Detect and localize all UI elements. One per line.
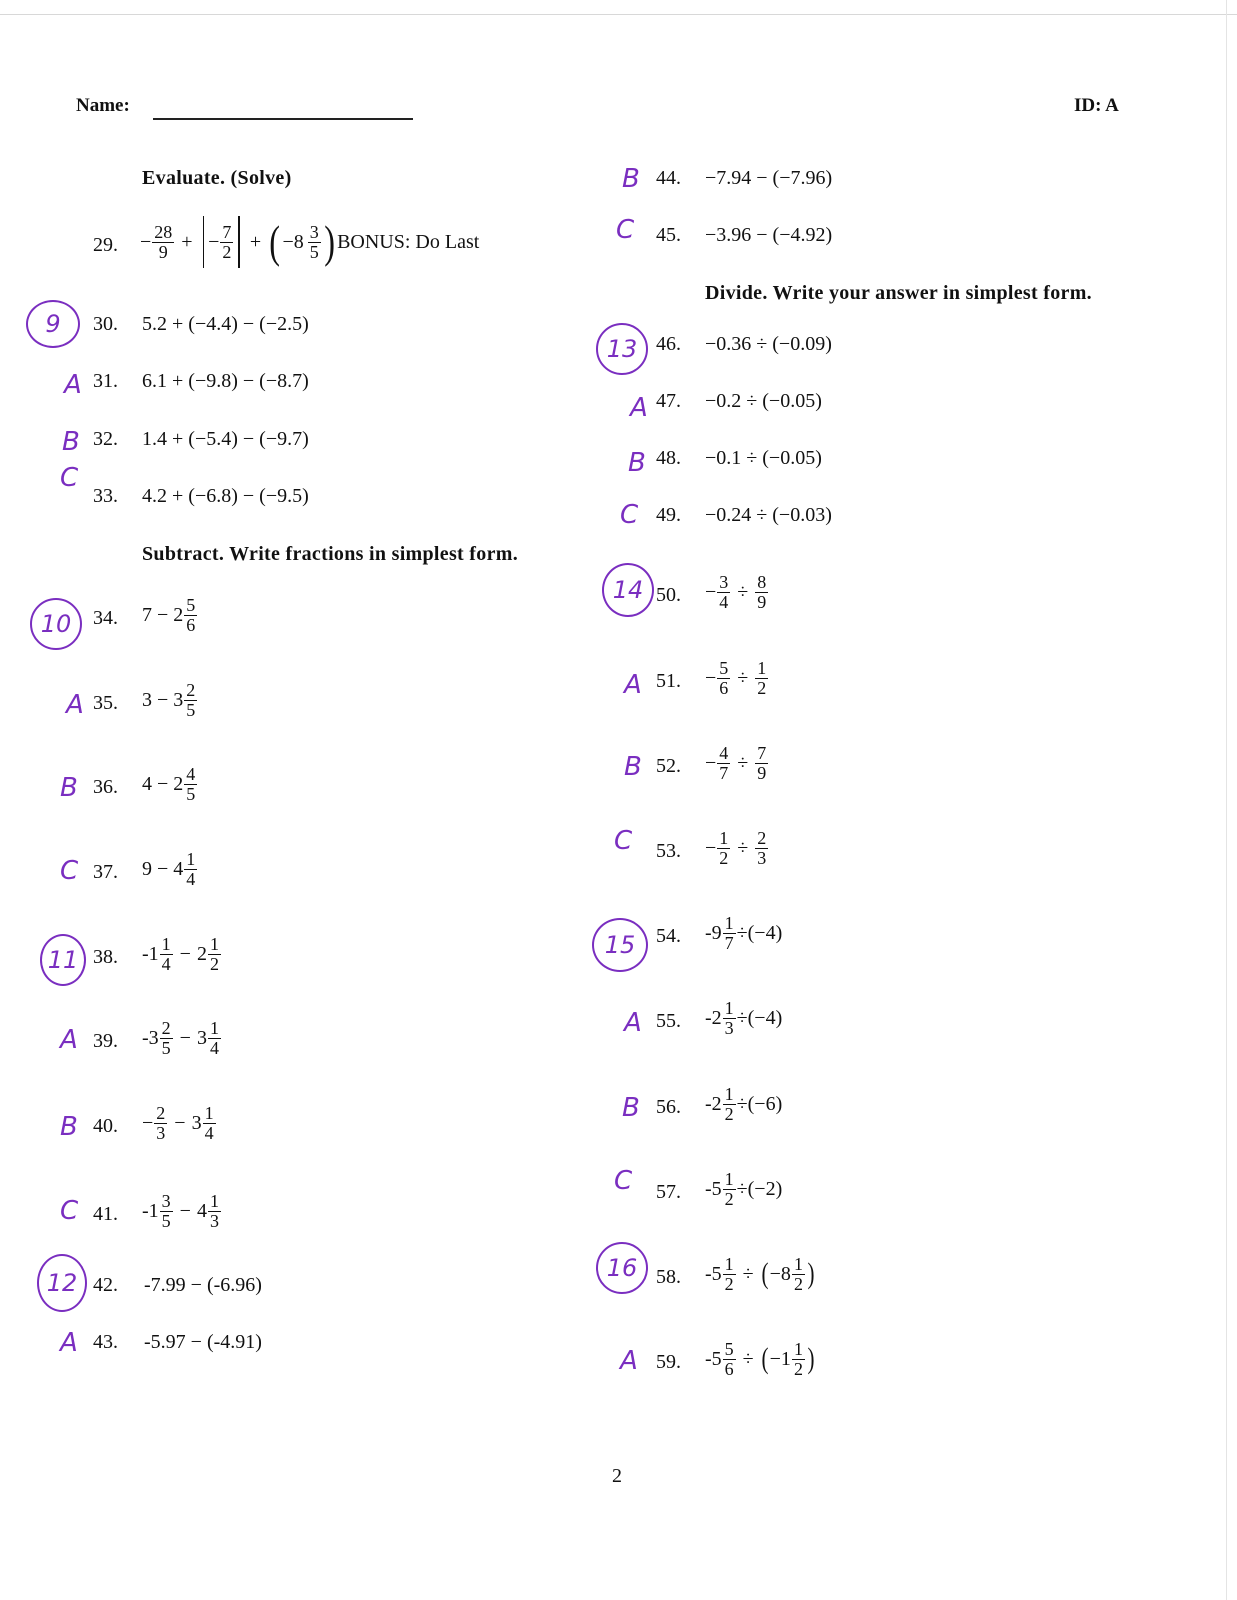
handwritten-answer-B: B — [60, 1112, 78, 1142]
problem-number: 45. — [656, 224, 681, 246]
problem-number: 46. — [656, 333, 681, 355]
problem-number: 29. — [93, 234, 118, 256]
problem-number: 57. — [656, 1181, 681, 1203]
problem-number: 56. — [656, 1096, 681, 1118]
problem-number: 40. — [93, 1115, 118, 1137]
handwritten-circled-12: 12 — [37, 1254, 87, 1312]
handwritten-answer-B: B — [622, 1093, 640, 1123]
problem-44-expression: −7.94 − (−7.96) — [705, 167, 833, 189]
handwritten-answer-A: A — [624, 1008, 642, 1038]
problem-56-expression: -2 $\frac{1}{2}$ ÷(−6) — [705, 1084, 783, 1124]
problem-42-expression: -7.99 − (-6.96) — [144, 1274, 262, 1296]
problem-number: 55. — [656, 1010, 681, 1032]
scan-edge-line — [1226, 0, 1227, 1600]
handwritten-answer-B: B — [624, 752, 642, 782]
problem-number: 30. — [93, 313, 118, 335]
handwritten-circled-13: 13 — [596, 323, 648, 375]
problem-32-expression: 1.4 + (−5.4) − (−9.7) — [142, 428, 309, 450]
problem-number: 39. — [93, 1030, 118, 1052]
problem-36-expression: 4 − 2 $\frac{4}{5}$ — [142, 764, 196, 804]
problem-34-expression: 7 − 2 $\frac{5}{6}$ — [142, 595, 196, 635]
handwritten-answer-C: C — [620, 500, 639, 530]
handwritten-answer-C: C — [614, 826, 633, 856]
handwritten-answer-C: C — [60, 1196, 79, 1226]
problem-number: 33. — [93, 485, 118, 507]
problem-number: 49. — [656, 504, 681, 526]
problem-53-expression: − $\frac{1}{2}$ ÷ $\frac{2}{3}$ — [705, 828, 767, 868]
problem-55-expression: -2 $\frac{1}{3}$ ÷(−4) — [705, 998, 783, 1038]
problem-49-expression: −0.24 ÷ (−0.03) — [705, 504, 832, 526]
problem-35-expression: 3 − 3 $\frac{2}{5}$ — [142, 680, 196, 720]
problem-number: 52. — [656, 755, 681, 777]
problem-39-expression: -3 $\frac{2}{5}$ − 3 $\frac{1}{4}$ — [142, 1018, 219, 1058]
handwritten-answer-A: A — [624, 670, 642, 700]
problem-48-expression: −0.1 ÷ (−0.05) — [705, 447, 822, 469]
name-blank-line — [153, 118, 413, 120]
problem-number: 48. — [656, 447, 681, 469]
problem-31-expression: 6.1 + (−9.8) − (−8.7) — [142, 370, 309, 392]
problem-38-expression: -1 $\frac{1}{4}$ − 2 $\frac{1}{2}$ — [142, 934, 219, 974]
bonus-note: BONUS: Do Last — [337, 230, 480, 253]
handwritten-answer-A: A — [620, 1346, 638, 1376]
problem-number: 34. — [93, 607, 118, 629]
handwritten-answer-B: B — [60, 773, 78, 803]
problem-number: 50. — [656, 584, 681, 606]
scan-border-line — [0, 14, 1237, 15]
problem-52-expression: − $\frac{4}{7}$ ÷ $\frac{7}{9}$ — [705, 743, 767, 783]
handwritten-circled-11: 11 — [40, 934, 86, 986]
handwritten-circled-10: 10 — [30, 598, 82, 650]
problem-number: 41. — [93, 1203, 118, 1225]
problem-58-expression: -5 $\frac{1}{2}$ ÷ ( −8 $\frac{1}{2}$ ) — [705, 1254, 815, 1294]
handwritten-answer-B: B — [62, 427, 80, 457]
problem-41-expression: -1 $\frac{3}{5}$ − 4 $\frac{1}{3}$ — [142, 1191, 219, 1231]
problem-number: 42. — [93, 1274, 118, 1296]
problem-number: 38. — [93, 946, 118, 968]
problem-37-expression: 9 − 4 $\frac{1}{4}$ — [142, 849, 196, 889]
problem-number: 37. — [93, 861, 118, 883]
handwritten-answer-C: C — [616, 215, 635, 245]
handwritten-circled-16: 16 — [596, 1242, 648, 1294]
problem-number: 58. — [656, 1266, 681, 1288]
problem-number: 35. — [93, 692, 118, 714]
problem-number: 51. — [656, 670, 681, 692]
problem-59-expression: -5 $\frac{5}{6}$ ÷ ( −1 $\frac{1}{2}$ ) — [705, 1339, 815, 1379]
handwritten-answer-B: B — [628, 448, 646, 478]
problem-45-expression: −3.96 − (−4.92) — [705, 224, 833, 246]
name-label: Name: — [76, 95, 130, 116]
problem-29-expression: − $\frac{28}{9}$ + − $\frac{7}{2}$ + ( − 8 $\frac{3}{5}$ ) BONUS: Do Last — [140, 216, 480, 267]
handwritten-answer-A: A — [630, 393, 648, 423]
problem-number: 32. — [93, 428, 118, 450]
handwritten-answer-C: C — [60, 463, 79, 493]
problem-43-expression: -5.97 − (-4.91) — [144, 1331, 262, 1353]
problem-46-expression: −0.36 ÷ (−0.09) — [705, 333, 832, 355]
problem-number: 36. — [93, 776, 118, 798]
section-evaluate-title: Evaluate. (Solve) — [142, 167, 292, 189]
problem-57-expression: -5 $\frac{1}{2}$ ÷(−2) — [705, 1169, 783, 1209]
handwritten-answer-A: A — [66, 690, 84, 720]
problem-33-expression: 4.2 + (−6.8) − (−9.5) — [142, 485, 309, 507]
problem-number: 47. — [656, 390, 681, 412]
problem-number: 43. — [93, 1331, 118, 1353]
handwritten-circled-15: 15 — [592, 918, 648, 972]
problem-47-expression: −0.2 ÷ (−0.05) — [705, 390, 822, 412]
problem-number: 59. — [656, 1351, 681, 1373]
problem-30-expression: 5.2 + (−4.4) − (−2.5) — [142, 313, 309, 335]
problem-40-expression: − $\frac{2}{3}$ − 3 $\frac{1}{4}$ — [142, 1103, 214, 1143]
problem-50-expression: − $\frac{3}{4}$ ÷ $\frac{8}{9}$ — [705, 572, 767, 612]
id-label: ID: A — [1074, 95, 1119, 116]
handwritten-answer-A: A — [64, 370, 82, 400]
problem-number: 53. — [656, 840, 681, 862]
handwritten-circled-9: 9 — [26, 300, 80, 348]
handwritten-answer-C: C — [614, 1166, 633, 1196]
problem-51-expression: − $\frac{5}{6}$ ÷ $\frac{1}{2}$ — [705, 658, 767, 698]
problem-number: 44. — [656, 167, 681, 189]
problem-54-expression: -9 $\frac{1}{7}$ ÷(−4) — [705, 913, 783, 953]
problem-number: 54. — [656, 925, 681, 947]
handwritten-answer-B: B — [622, 164, 640, 194]
handwritten-answer-A: A — [60, 1025, 78, 1055]
handwritten-answer-C: C — [60, 856, 79, 886]
problem-number: 31. — [93, 370, 118, 392]
page-number: 2 — [612, 1465, 622, 1487]
handwritten-circled-14: 14 — [602, 563, 654, 617]
section-subtract-title: Subtract. Write fractions in simplest form. — [142, 543, 519, 565]
handwritten-answer-A: A — [60, 1328, 78, 1358]
section-divide-title: Divide. Write your answer in simplest form. — [705, 282, 1092, 304]
